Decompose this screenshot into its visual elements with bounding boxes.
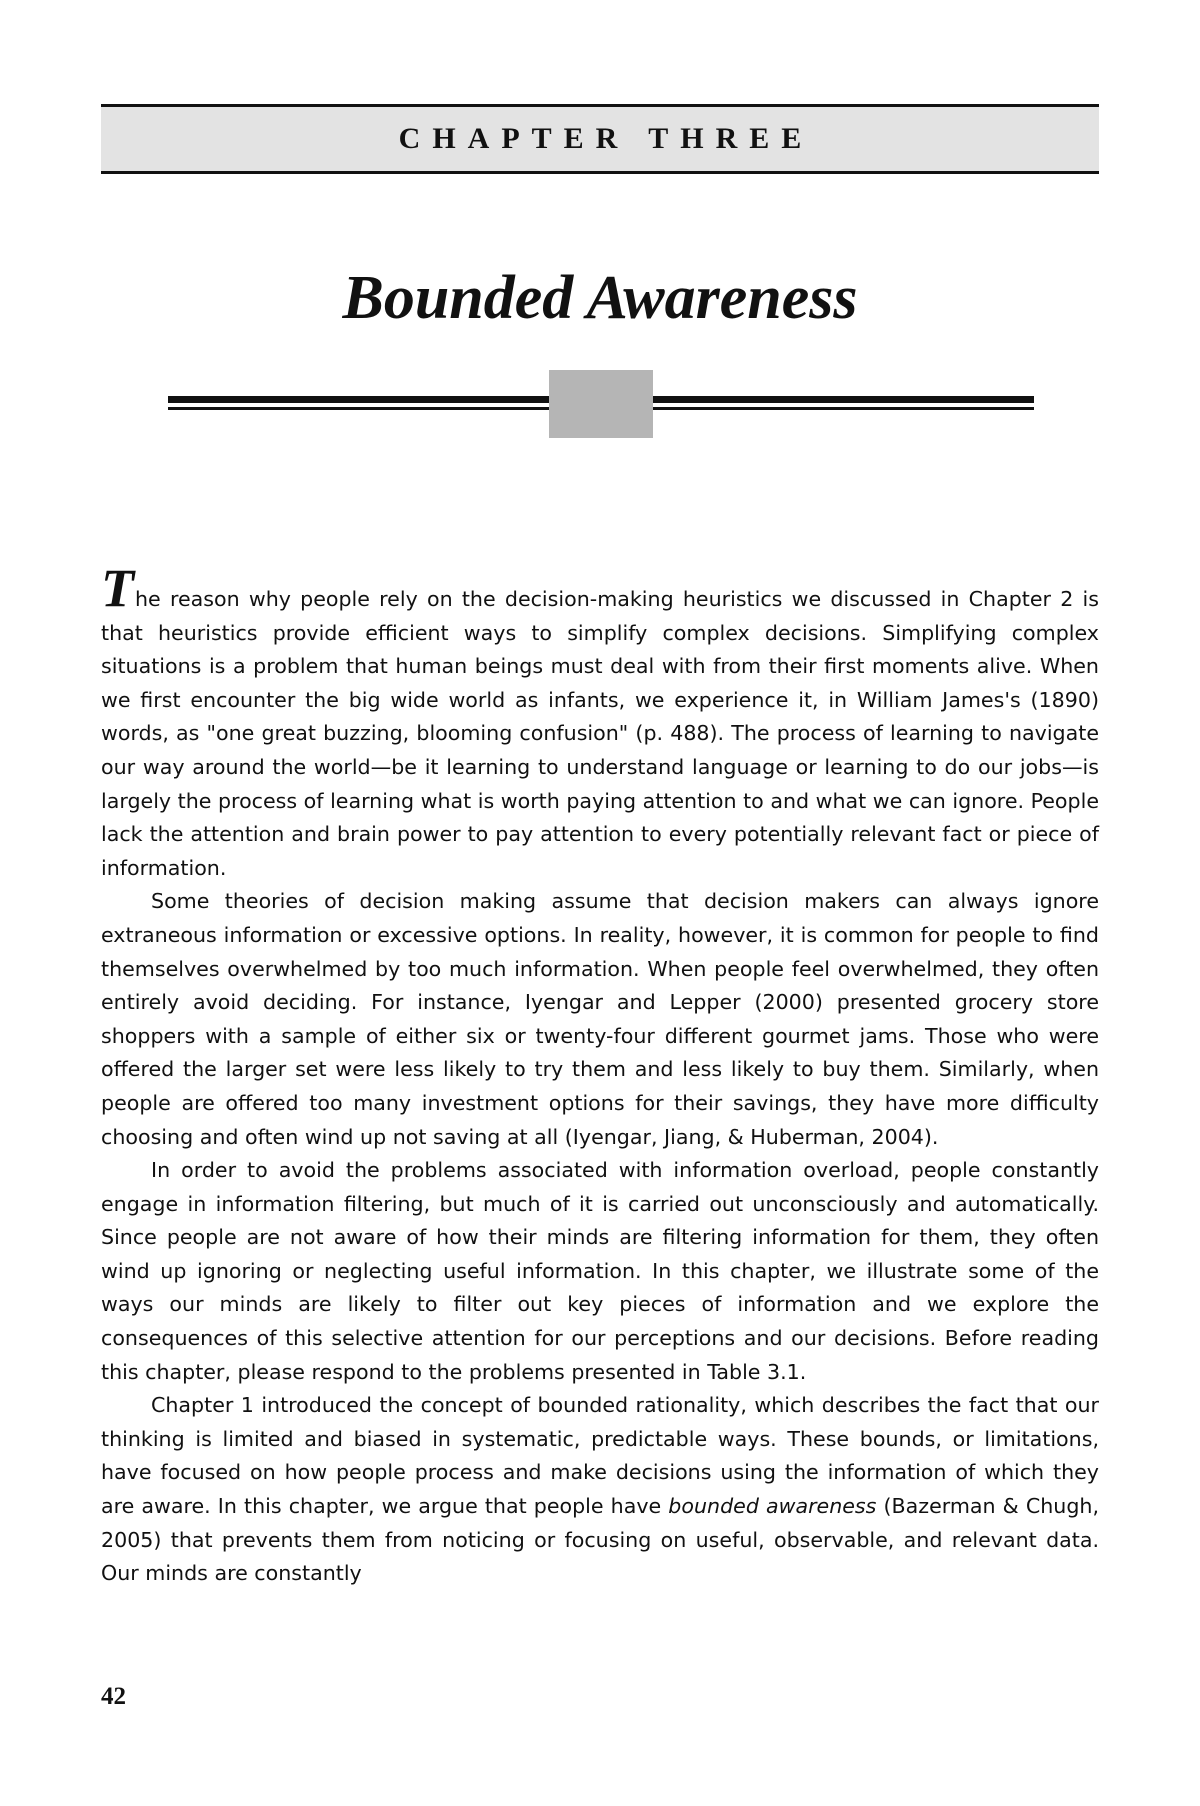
paragraph-4-text-before: Chapter 1 introduced the concept of bounded rationality, which describes the fact that our thinking is limited and biased in systematic, predictable ways. These bounds, or limitations, have focused on how people process and make decisions using the information of which they are aware. In this chapter, we argue that people have [101,1393,1099,1519]
paragraph-4-text-after: (Bazerman & Chugh, 2005) that prevents them from noticing or focusing on useful, observable, and relevant data. Our minds are constantly [101,1494,1099,1586]
body-text [101,558,1099,1591]
ornament-gray-block [549,370,653,438]
chapter-label: CHAPTER THREE [398,122,814,155]
paragraph-1 [101,558,1099,885]
chapter-banner [101,104,1099,174]
page-number: 42 [101,1683,126,1710]
chapter-title: Bounded Awareness [342,264,858,332]
paragraph-1-text: he reason why people rely on the decision-making heuristics we discussed in Chapter 2 is that heuristics provide efficient ways to simplify complex decisions. Simplifying complex situations is a problem that human beings must deal with from their first moments alive. When we first encounter the big wide world as infants, we experience it, in William James's (1890) words, as "one great buzzing, blooming confusion" (p. 488). The process of learning to navigate our way around the world—be it learning to understand language or learning to do our jobs—is largely the process of learning what is worth paying attention to and what we can ignore. People lack the attention and brain power to pay attention to every potentially relevant fact or piece of information. [101,587,1099,880]
paragraph-2: Some theories of decision making assume that decision makers can always ignore extraneous information or excessive options. In reality, however, it is common for people to find themselves overwhelmed by too much information. When people feel overwhelmed, they often entirely avoid deciding. For instance, Iyengar and Lepper (2000) presented grocery store shoppers with a sample of either six or twenty-four different gourmet jams. Those who were offered the larger set were less likely to try them and less likely to buy them. Similarly, when people are offered too many investment options for their savings, they have more difficulty choosing and often wind up not saving at all (Iyengar, Jiang, & Huberman, 2004). [101,889,1099,1149]
paragraph-3: In order to avoid the problems associated with information overload, people constantly engage in information filtering, but much of it is carried out unconsciously and automatically. Since people are not aware of how their minds are filtering information for them, they often wind up ignoring or neglecting useful information. In this chapter, we illustrate some of the ways our minds are likely to filter out key pieces of information and we explore the consequences of this selective attention for our perceptions and our decisions. Before reading this chapter, please respond to the problems presented in Table 3.1. [101,1158,1099,1384]
paragraph-4 [101,1389,1099,1591]
drop-cap: T [101,558,134,618]
paragraph-4-emphasis: bounded awareness [668,1494,877,1519]
title-ornament [168,370,1034,438]
